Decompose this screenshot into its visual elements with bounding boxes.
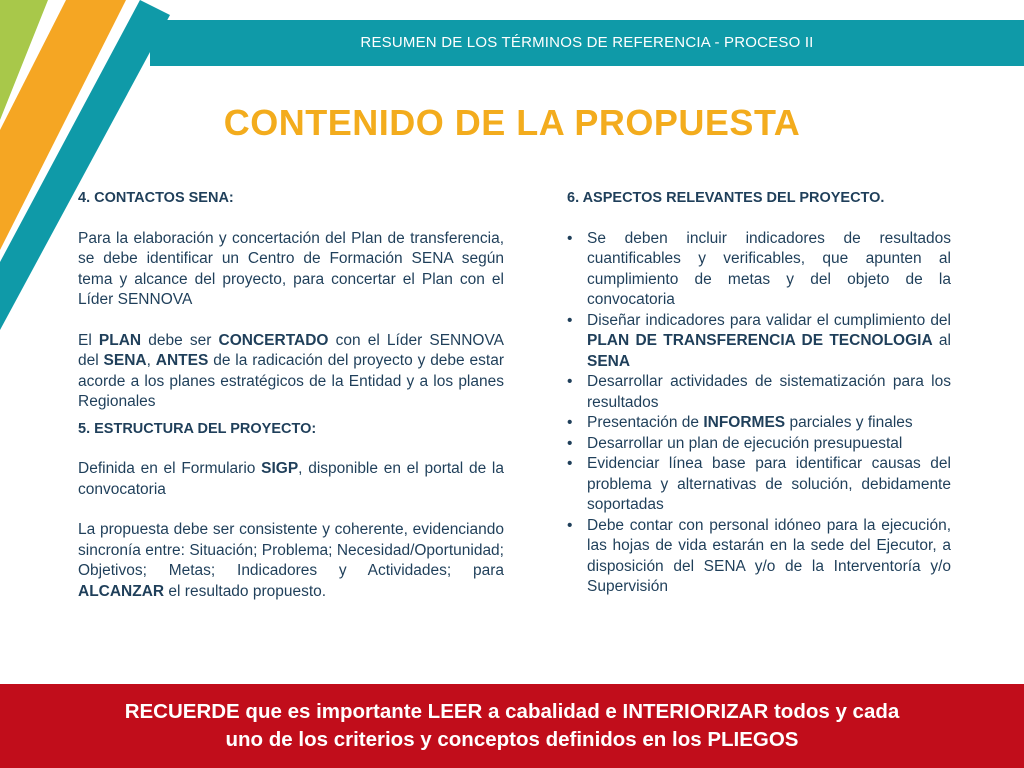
list-item: • Evidenciar línea base para identificar causas del problema y alternativas de solución, debidamente soportadas: [567, 455, 951, 513]
list-item: • Desarrollar actividades de sistematización para los resultados: [567, 373, 951, 411]
header-title: RESUMEN DE LOS TÉRMINOS DE REFERENCIA - PROCESO II: [360, 34, 814, 51]
section-4-heading: 4. CONTACTOS SENA:: [78, 190, 234, 206]
section-6-heading: 6. ASPECTOS RELEVANTES DEL PROYECTO.: [567, 190, 885, 206]
section-4-paragraph-1: Para la elaboración y concertación del Plan de transferencia, se debe identificar un Centro de Formación SENA según tema y alcance del proyecto, para concertar el Plan con el Líder SENNOVA: [78, 229, 504, 308]
list-item: • Debe contar con personal idóneo para la ejecución, las hojas de vida estarán en la sede del Ejecutor, a disposición del SENA y/o de la Interventoría y/o Supervisión: [567, 516, 951, 595]
right-column: [567, 188, 951, 598]
list-item: • Se deben incluir indicadores de resultados cuantificables y verificables, que apunten al cumplimiento de metas y del objeto de la convocatoria: [567, 229, 951, 308]
reminder-line-1: RECUERDE que es importante LEER a cabalidad e INTERIORIZAR todos y cada: [124, 700, 900, 723]
section-5-paragraph-2: La propuesta debe ser consistente y coherente, evidenciando sincronía entre: Situación; Problema; Necesidad/Oportunidad; Objetivos; Metas; Indicadores y Actividades; para ALCANZAR el resultado propuesto.: [78, 521, 504, 600]
list-item: • Diseñar indicadores para validar el cumplimiento del PLAN DE TRANSFERENCIA DE TECNOLOGIA al SENA: [567, 311, 951, 370]
section-5-heading: 5. ESTRUCTURA DEL PROYECTO:: [78, 420, 317, 437]
section-5-paragraph-1: Definida en el Formulario SIGP, disponible en el portal de la convocatoria: [78, 460, 504, 498]
list-item: • Desarrollar un plan de ejecución presupuestal: [567, 434, 903, 452]
left-column: [78, 188, 504, 602]
reminder-banner: [0, 684, 1024, 768]
list-item: • Presentación de INFORMES parciales y finales: [567, 414, 913, 431]
reminder-line-2: uno de los criterios y conceptos definidos en los PLIEGOS: [225, 728, 799, 751]
section-4-paragraph-2: El PLAN debe ser CONCERTADO con el Líder SENNOVA del SENA, ANTES de la radicación del proyecto y debe estar acorde a los planes estratégicos de la Entidad y a los planes Regionales: [78, 331, 505, 410]
aspects-list: [567, 229, 951, 598]
page-title: CONTENIDO DE LA PROPUESTA: [223, 102, 801, 143]
